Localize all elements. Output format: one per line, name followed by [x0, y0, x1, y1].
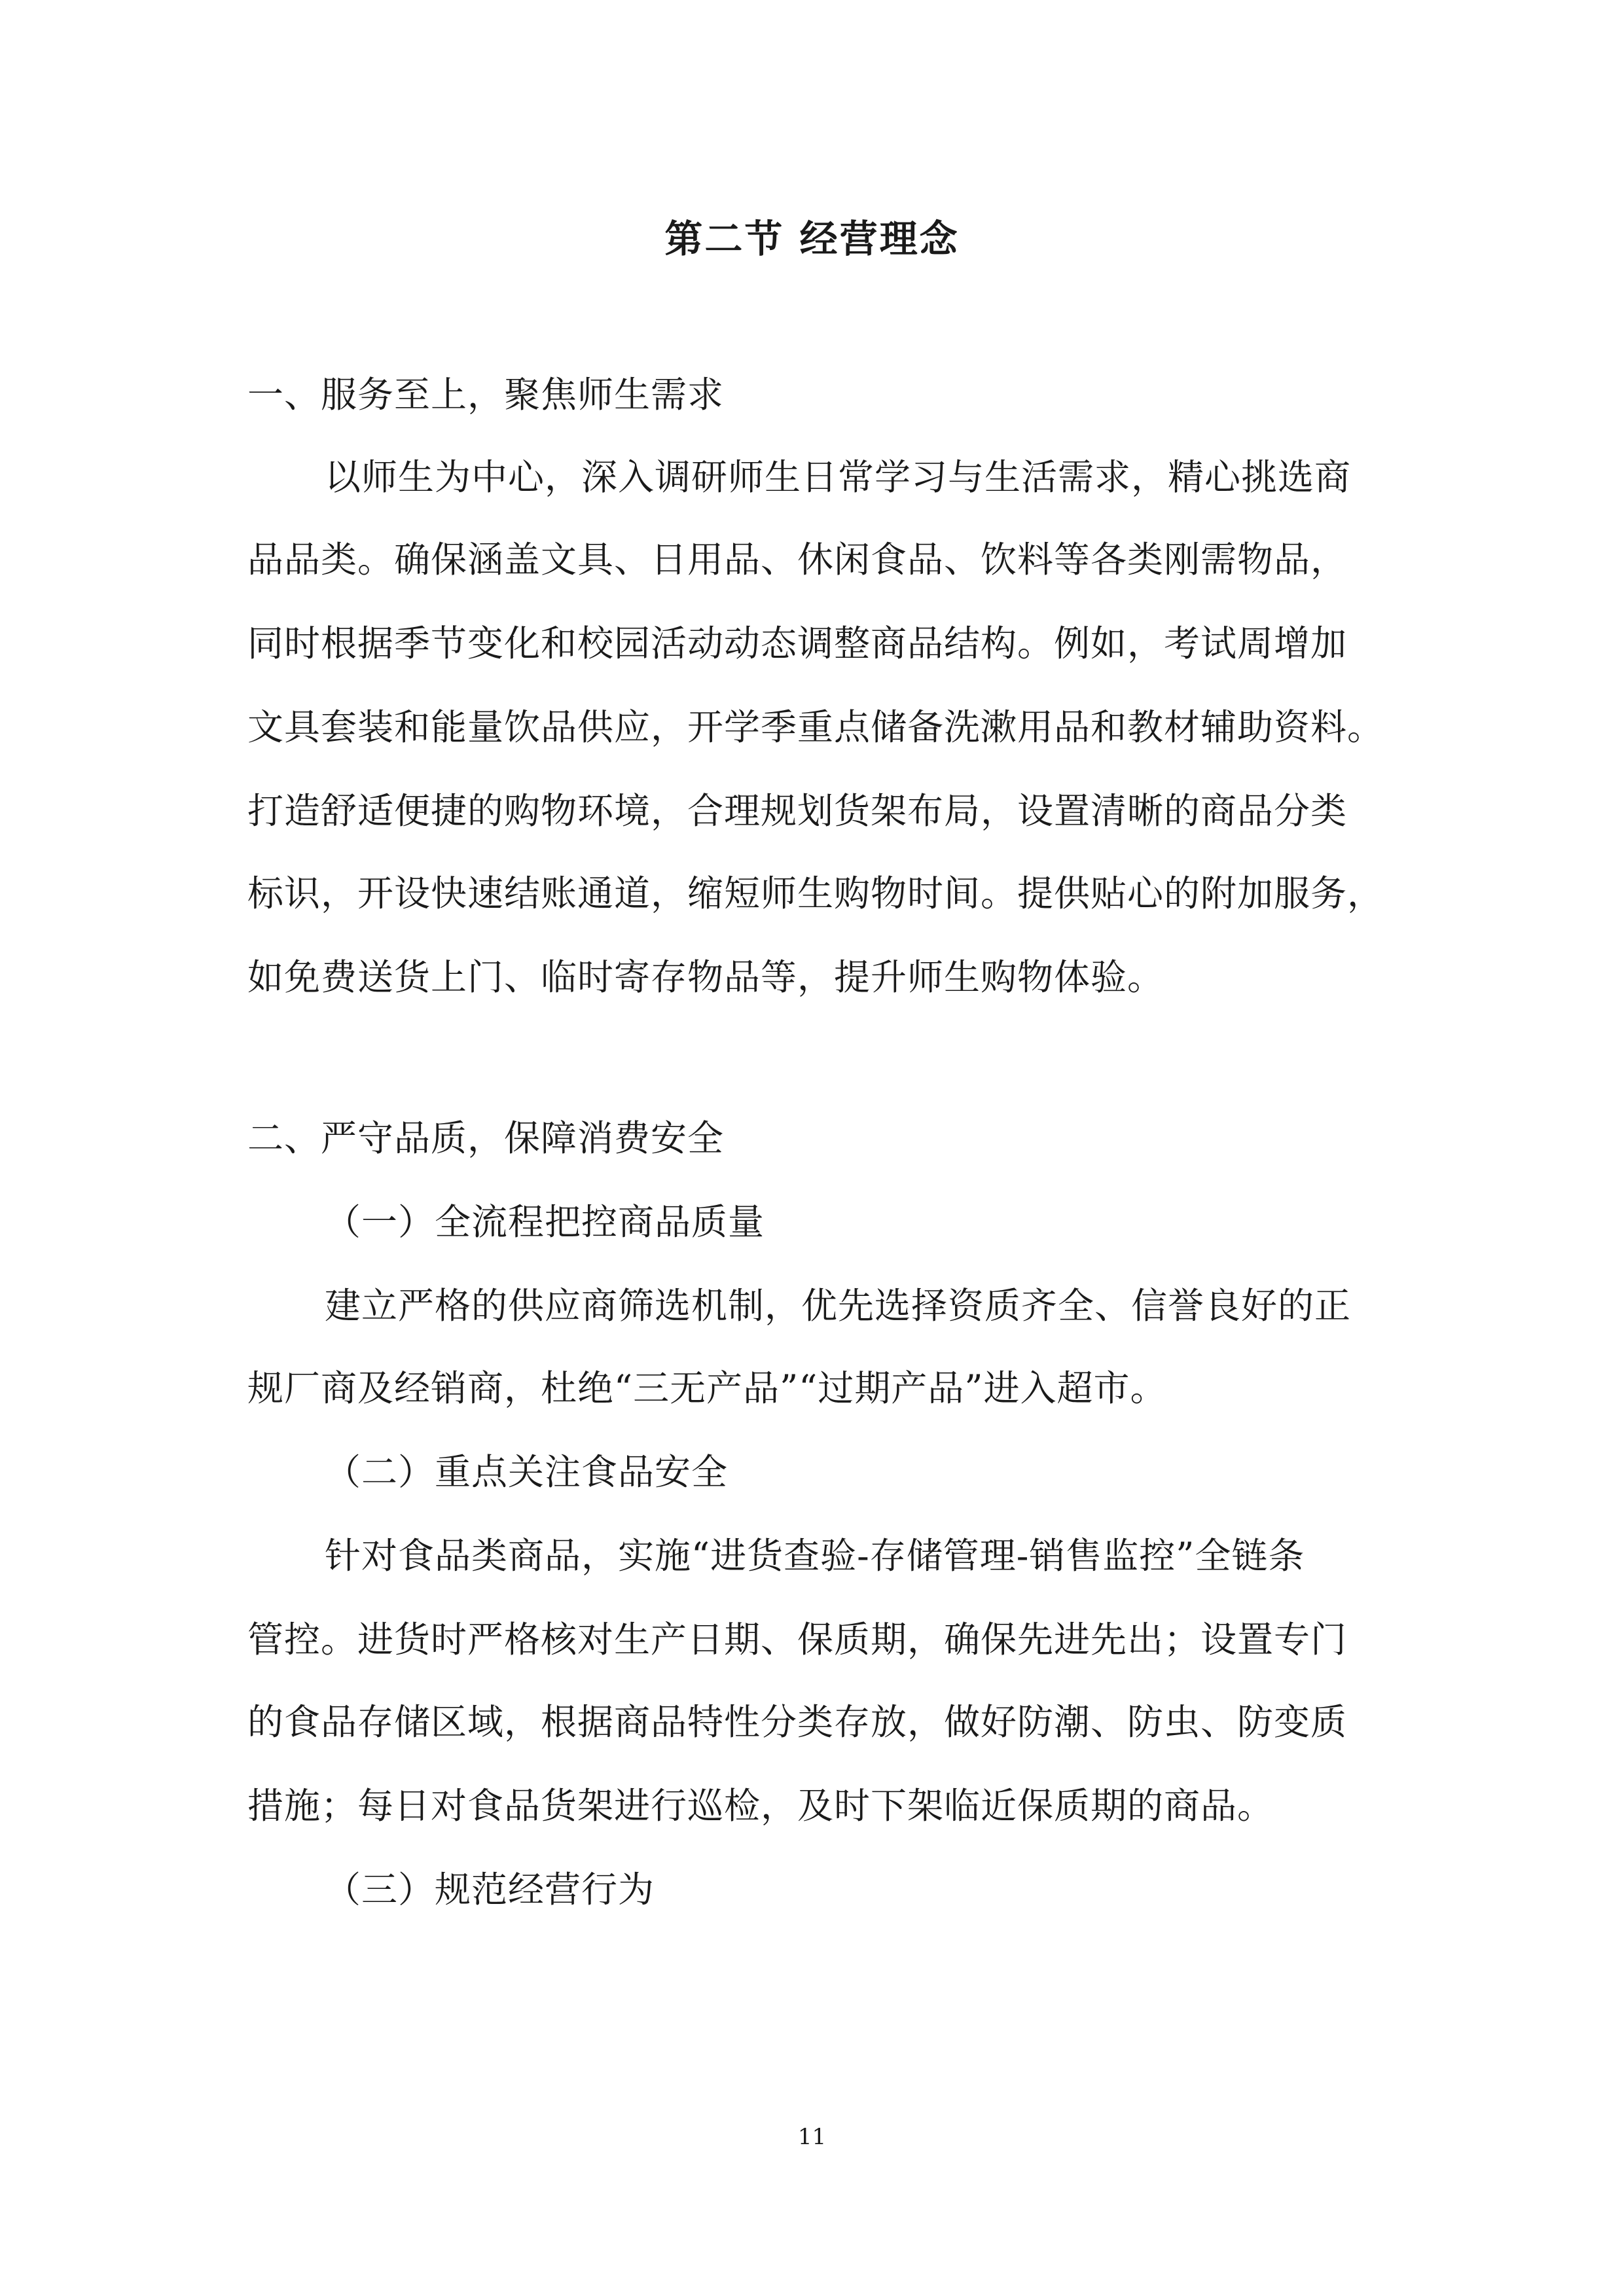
section1-line-4: 文具套装和能量饮品供应，开学季重点储备洗漱用品和教材辅助资料。: [247, 706, 1384, 748]
page-number: 11: [797, 2124, 827, 2150]
section1-line-7: 如免费送货上门、临时寄存物品等，提升师生购物体验。: [247, 956, 1164, 998]
section1-heading: 一、服务至上，聚焦师生需求: [247, 374, 725, 416]
section1-line-5: 打造舒适便捷的购物环境，合理规划货架布局，设置清晰的商品分类: [247, 790, 1348, 832]
section1-line-2: 品品类。确保涵盖文具、日用品、休闲食品、饮料等各类刚需物品，: [247, 539, 1348, 581]
section2-sub2-heading: （二）重点关注食品安全: [325, 1451, 729, 1493]
section2-sub2-line-3: 的食品存储区域，根据商品特性分类存放，做好防潮、防虫、防变质: [247, 1701, 1348, 1743]
section1-line-1: 以师生为中心，深入调研师生日常学习与生活需求，精心挑选商: [325, 456, 1352, 498]
section2-sub3-heading: （三）规范经营行为: [325, 1869, 655, 1910]
section2-sub2-line-4: 措施；每日对食品货架进行巡检，及时下架临近保质期的商品。: [247, 1785, 1274, 1827]
section1-line-6: 标识，开设快速结账通道，缩短师生购物时间。提供贴心的附加服务，: [247, 872, 1384, 914]
section2-sub1-line-1: 建立严格的供应商筛选机制，优先选择资质齐全、信誉良好的正: [325, 1285, 1352, 1327]
section2-sub2-line-2: 管控。进货时严格核对生产日期、保质期，确保先进先出；设置专门: [247, 1619, 1348, 1660]
section1-line-3: 同时根据季节变化和校园活动动态调整商品结构。例如，考试周增加: [247, 622, 1348, 664]
section2-sub2-line-1: 针对食品类商品，实施“进货查验-存储管理-销售监控”全链条: [325, 1535, 1305, 1577]
page-title: 第二节 经营理念: [664, 217, 960, 261]
section2-heading: 二、严守品质，保障消费安全: [247, 1117, 725, 1159]
section2-sub1-heading: （一）全流程把控商品质量: [325, 1201, 765, 1243]
section2-sub1-line-2: 规厂商及经销商，杜绝“三无产品”“过期产品”进入超市。: [247, 1367, 1167, 1409]
